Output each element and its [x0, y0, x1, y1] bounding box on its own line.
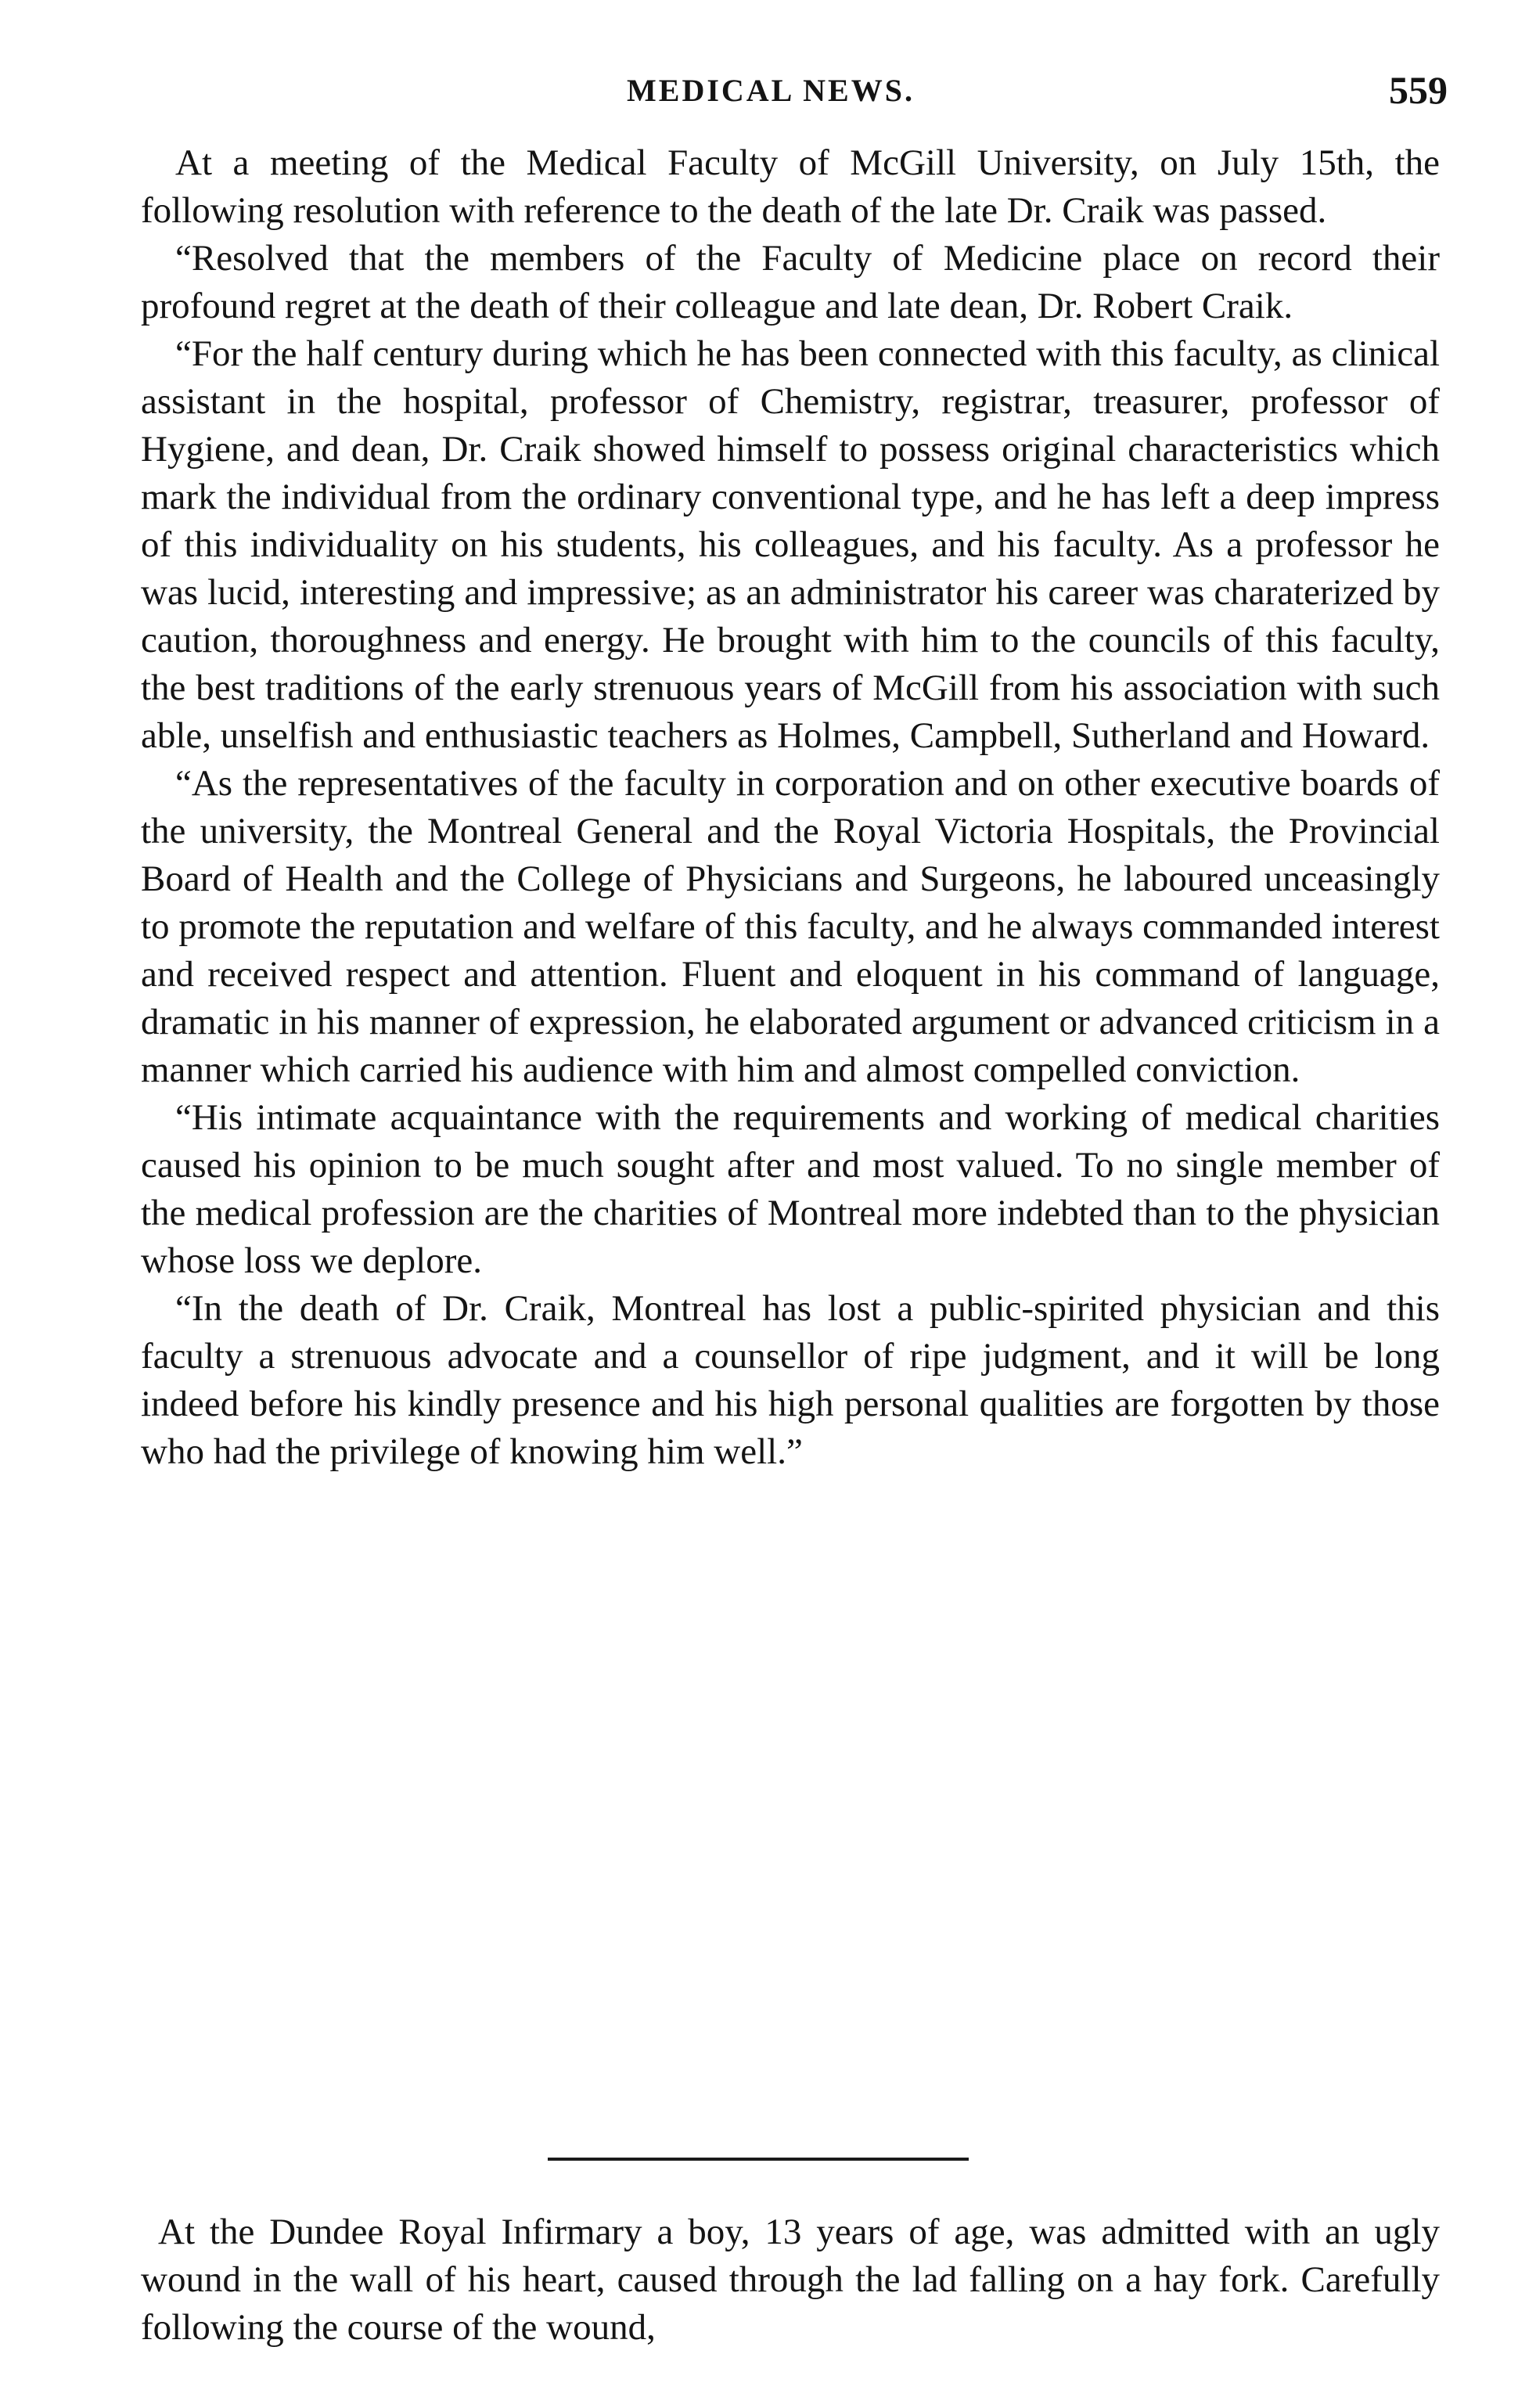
paragraph-closing-tribute: “In the death of Dr. Craik, Montreal has lost a public-spirited physician and this faculty a strenuous advocate and a counsellor of ripe judgment, and it will be long indeed before his kindly presence and his high personal qualities are forgotten by those who had the privilege of knowing him well.” [141, 1288, 1440, 1472]
page-number: 559 [1389, 68, 1448, 112]
paragraph-resolution: “Resolved that the members of the Faculty of Medicine place on record their profound regret at the death of their colleague and late dean, Dr. Robert Craik. [141, 238, 1440, 326]
paragraph-meeting-intro: At a meeting of the Medical Faculty of McGill University, on July 15th, the following resolution with reference to the death of the late Dr. Craik was passed. [141, 142, 1440, 231]
running-header [94, 68, 1448, 127]
paragraph-dundee: At the Dundee Royal Infirmary a boy, 13 years of age, was admitted with an ugly wound in the wall of his heart, caused through the lad falling on a hay fork. Carefully following the course of the wound, [141, 2212, 1440, 2348]
paragraph-medical-charities: “His intimate acquaintance with the requirements and working of medical charities caused his opinion to be much sought after and most valued. To no single member of the medical profession are the charities of Montreal more indebted than to the physician whose loss we deplore. [141, 1097, 1440, 1281]
running-title: MEDICAL NEWS. [627, 73, 915, 108]
dundee-infirmary-article [141, 2208, 1440, 2352]
paragraph-half-century: “For the half century during which he has been connected with this faculty, as clinical assistant in the hospital, professor of Chemistry, registrar, treasurer, professor of Hygiene, and dean, Dr. Craik showed himself to possess original characteristics which mark the individual from the ordinary conventional type, and he has left a deep impress of this individuality on his students, his colleagues, and his faculty. As a professor he was lucid, interesting and impressive; as an administrator his career was charaterized by caution, thoroughness and energy. He brought with him to the councils of this faculty, the best traditions of the early strenuous years of McGill from his association with such able, unselfish and enthusiastic teachers as Holmes, Campbell, Sutherland and Howard. [141, 333, 1440, 756]
section-divider [548, 2158, 969, 2161]
craik-obituary-article [141, 139, 1440, 1476]
paragraph-representatives: “As the representatives of the faculty in corporation and on other executive boards of the university, the Montreal General and the Royal Victoria Hospitals, the Provincial Board of Health and the College of Physicians and Surgeons, he laboured unceasingly to promote the reputation and welfare of this faculty, and he always commanded interest and received respect and attention. Fluent and eloquent in his command of language, dramatic in his manner of expression, he elaborated argument or advanced criticism in a manner which carried his audience with him and almost compelled conviction. [141, 763, 1440, 1090]
